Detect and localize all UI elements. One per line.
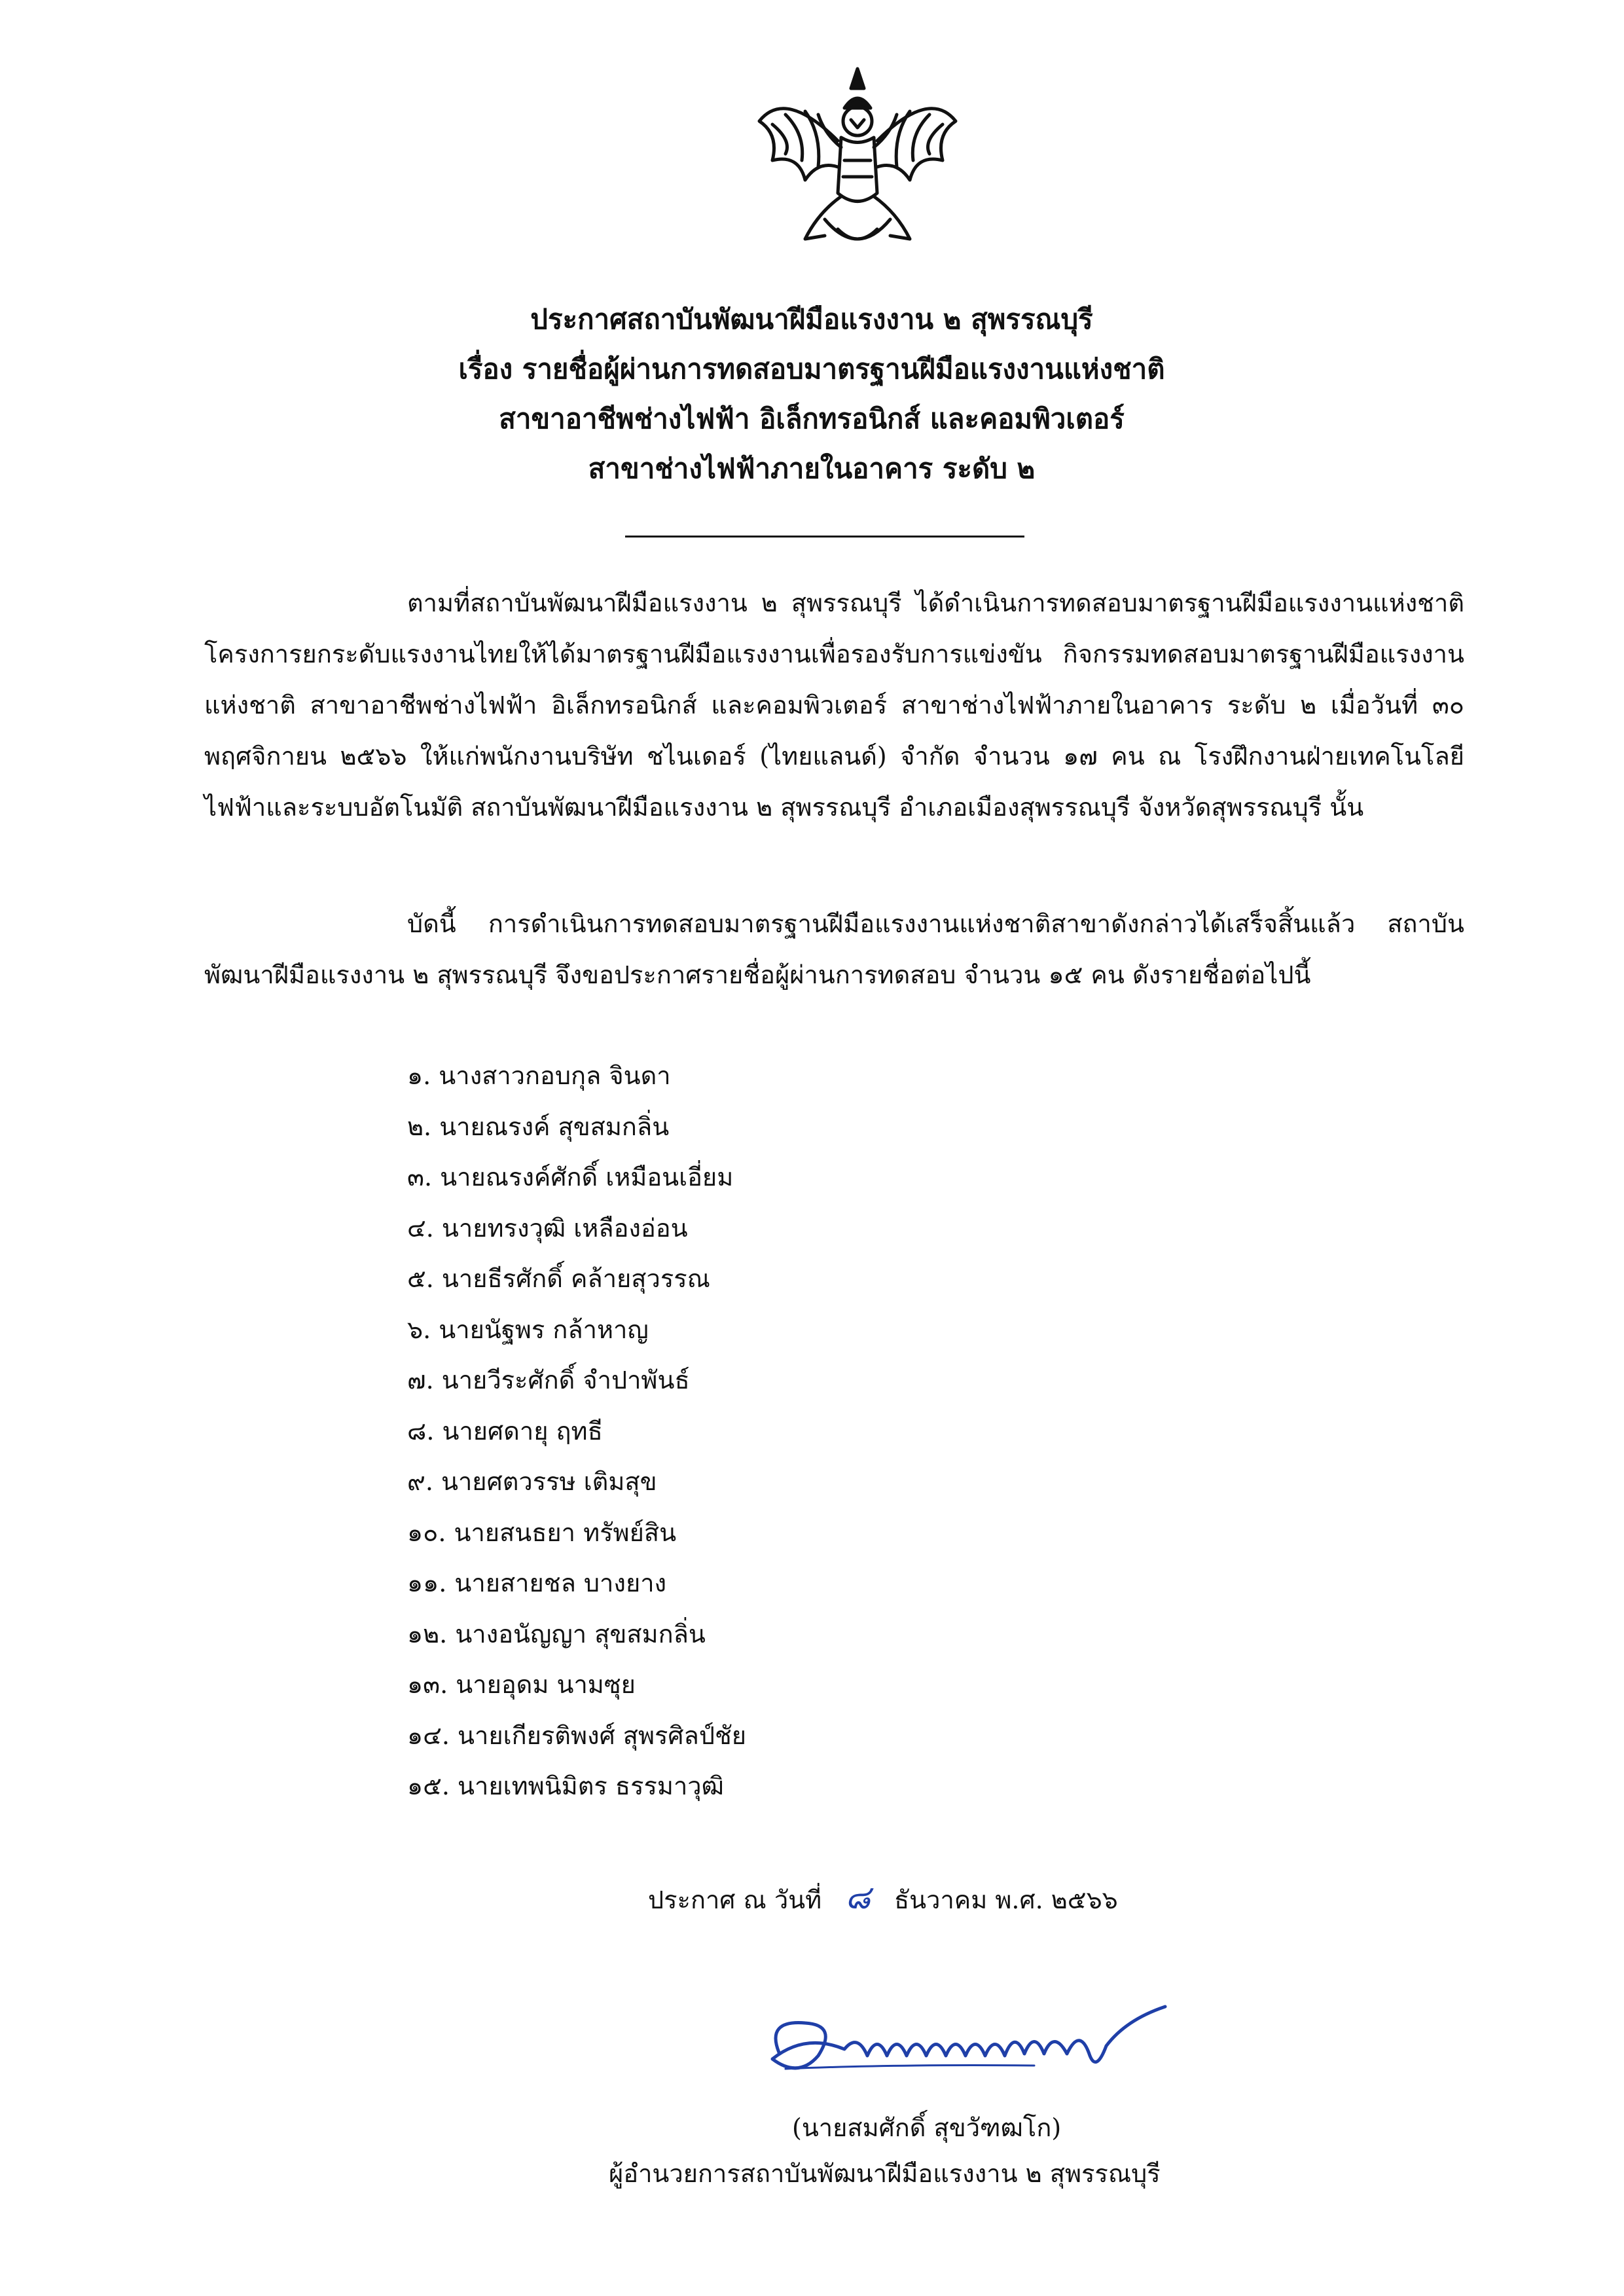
heading-line-2: เรื่อง รายชื่อผู้ผ่านการทดสอบมาตรฐานฝีมือแรงงานแห่งชาติ — [458, 353, 1165, 385]
heading-divider — [625, 536, 1024, 538]
list-item: ๑๓. นายอุดม นามซุย — [407, 1670, 636, 1699]
handwritten-signature — [759, 1994, 1178, 2088]
list-item: ๒. นายณรงค์ สุขสมกลิ่น — [407, 1112, 670, 1141]
dateline-day: ๘ — [845, 1878, 871, 1916]
list-item: ๑๑. นายสายชล บางยาง — [407, 1569, 667, 1597]
list-item: ๑๐. นายสนธยา ทรัพย์สิน — [407, 1518, 677, 1547]
list-item: ๑๒. นางอนัญญา สุขสมกลิ่น — [407, 1619, 706, 1649]
list-item: ๑๔. นายเกียรติพงศ์ สุพรศิลป์ชัย — [407, 1721, 747, 1750]
garuda-emblem-icon — [746, 62, 969, 259]
list-item: ๔. นายทรงวุฒิ เหลืองอ่อน — [407, 1213, 688, 1243]
announcement-dateline — [648, 1871, 1118, 1926]
list-item: ๖. นายนัฐพร กล้าหาญ — [407, 1315, 649, 1344]
heading-line-1: ประกาศสถาบันพัฒนาฝีมือแรงงาน ๒ สุพรรณบุรี — [530, 303, 1093, 335]
announcement-heading — [196, 295, 1427, 494]
body-paragraph-1 — [204, 577, 1464, 833]
list-item: ๓. นายณรงค์ศักดิ์ เหมือนเอี่ยม — [407, 1163, 734, 1192]
dateline-suffix: ธันวาคม พ.ศ. ๒๕๖๖ — [893, 1886, 1118, 1914]
list-item: ๑๕. นายเทพนิมิตร ธรรมาวุฒิ — [407, 1772, 724, 1800]
list-item: ๙. นายศตวรรษ เติมสุข — [407, 1467, 657, 1496]
list-item: ๗. นายวีระศักดิ์ จำปาพันธ์ — [407, 1366, 690, 1394]
body-paragraph-2-text: บัดนี้ การดำเนินการทดสอบมาตรฐานฝีมือแรงงานแห่งชาติสาขาดังกล่าวได้เสร็จสิ้นแล้ว สถาบันพัฒนาฝีมือแรงงาน ๒ สุพรรณบุรี จึงขอประกาศรายชื่อผู้ผ่านการทดสอบ จำนวน ๑๕ คน ดังรายชื่อต่อไปนี้ — [204, 909, 1464, 989]
list-item: ๑. นางสาวกอบกุล จินดา — [407, 1061, 671, 1090]
signer-name: (นายสมศักดิ์ สุขวัฑฒโก) — [792, 2113, 1062, 2142]
signer-position: ผู้อำนวยการสถาบันพัฒนาฝีมือแรงงาน ๒ สุพรรณบุรี — [609, 2159, 1161, 2188]
heading-line-4: สาขาช่างไฟฟ้าภายในอาคาร ระดับ ๒ — [588, 452, 1036, 484]
dateline-prefix: ประกาศ ณ วันที่ — [648, 1886, 822, 1914]
heading-line-3: สาขาอาชีพช่างไฟฟ้า อิเล็กทรอนิกส์ และคอมพิวเตอร์ — [499, 403, 1125, 435]
body-paragraph-1-text: ตามที่สถาบันพัฒนาฝีมือแรงงาน ๒ สุพรรณบุรี ได้ดำเนินการทดสอบมาตรฐานฝีมือแรงงานแห่งชาติ โครงการยกระดับแรงงานไทยให้ได้มาตรฐานฝีมือแรงงานเพื่อรองรับการแข่งขัน กิจกรรมทดสอบมาตรฐานฝีมือแรงงานแห่งชาติ สาขาอาชีพช่างไฟฟ้า อิเล็กทรอนิกส์ และคอมพิวเตอร์ สาขาช่างไฟฟ้าภายในอาคาร ระดับ ๒ เมื่อวันที่ ๓๐ พฤศจิกายน ๒๕๖๖ ให้แก่พนักงานบริษัท ชไนเดอร์ (ไทยแลนด์) จำกัด จำนวน ๑๗ คน ณ โรงฝึกงานฝ่ายเทคโนโลยีไฟฟ้าและระบบอัตโนมัติ สถาบันพัฒนาฝีมือแรงงาน ๒ สุพรรณบุรี อำเภอเมืองสุพรรณบุรี จังหวัดสุพรรณบุรี นั้น — [204, 589, 1464, 822]
list-item: ๕. นายธีรศักดิ์ คล้ายสุวรรณ — [407, 1264, 710, 1293]
body-paragraph-2 — [204, 898, 1464, 1000]
passed-names-list — [407, 1051, 746, 1812]
list-item: ๘. นายศดายุ ฤทธี — [407, 1416, 603, 1446]
